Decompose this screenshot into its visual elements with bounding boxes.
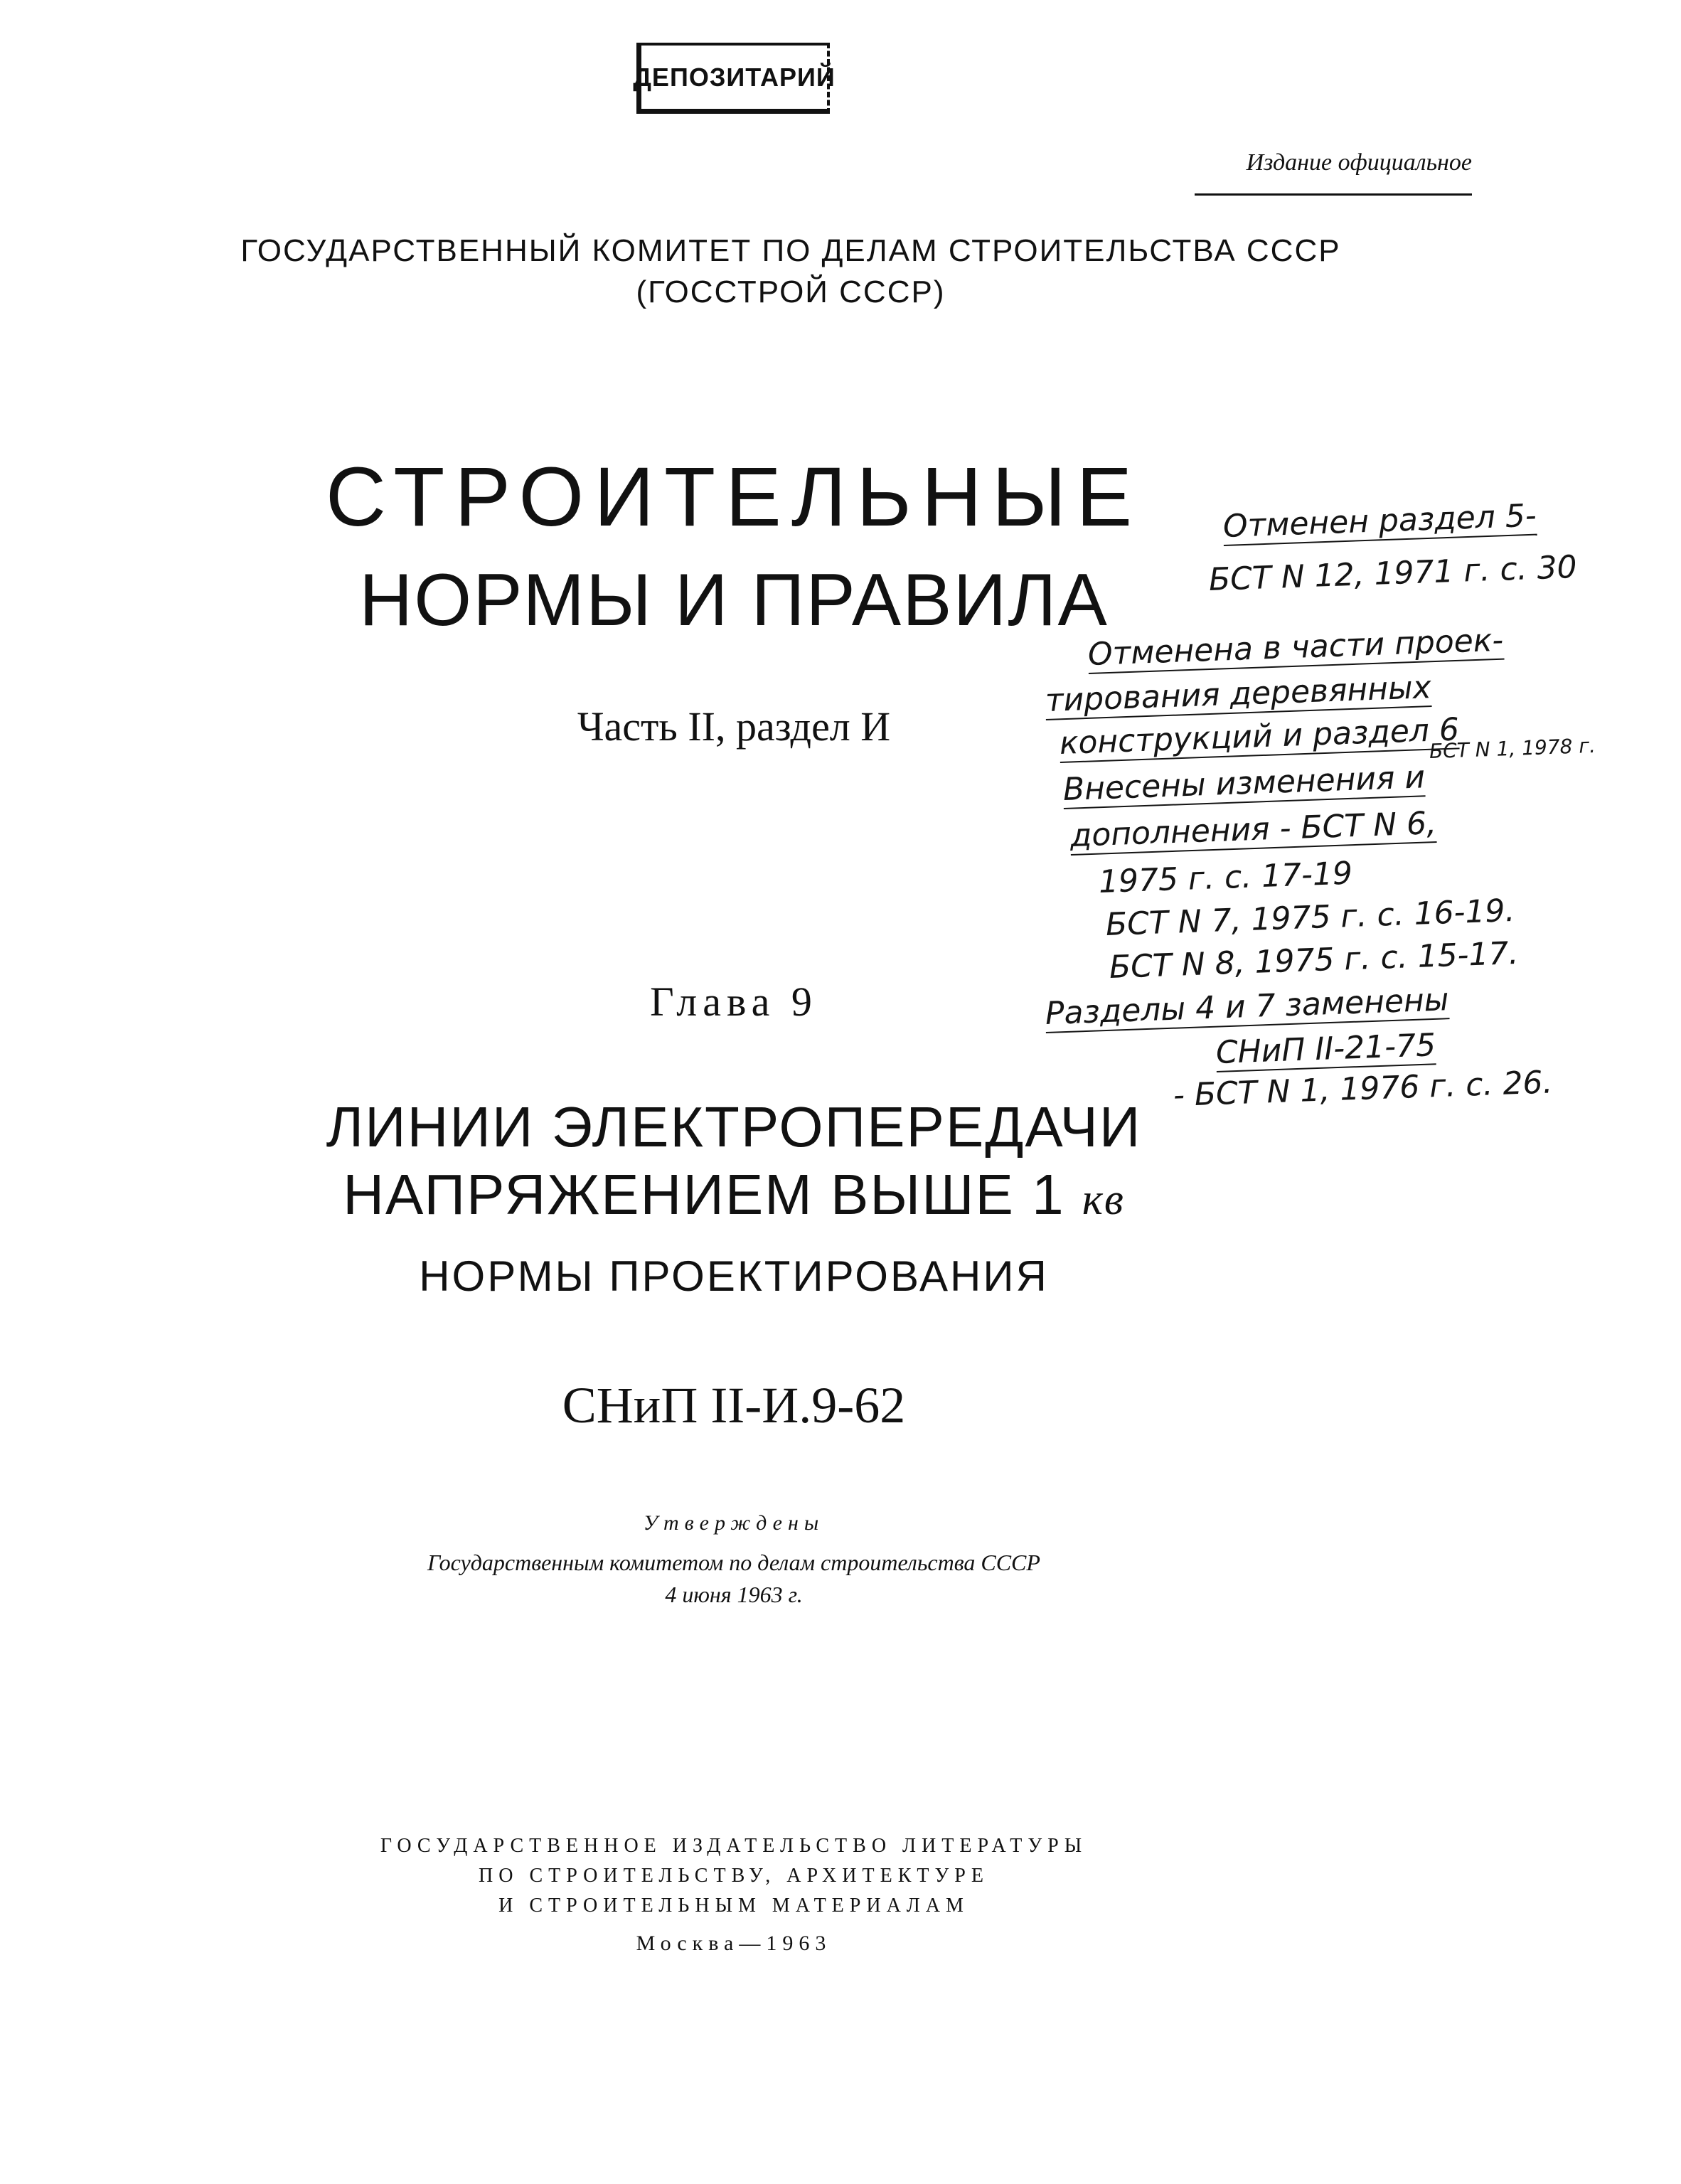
title-line-2: НОРМЫ И ПРАВИЛА [359,559,1109,641]
subject-line-1: ЛИНИИ ЭЛЕКТРОПЕРЕДАЧИ [326,1095,1142,1158]
subject-line-2-text: НАПРЯЖЕНИЕМ ВЫШЕ 1 [343,1163,1065,1226]
committee-name: ГОСУДАРСТВЕННЫЙ КОМИТЕТ ПО ДЕЛАМ СТРОИТЕЛЬСТВА СССР [240,233,1341,268]
publisher-line-2: ПО СТРОИТЕЛЬСТВУ, АРХИТЕКТУРЕ [479,1865,989,1887]
document-code: СНиП II-И.9-62 [562,1377,906,1434]
subject-line-2 [0,1163,1574,1226]
handwritten-note: - БСТ N 1, 1976 г. с. 26. [1173,1064,1554,1114]
approval-heading: Утверждены [643,1511,825,1535]
depository-stamp [633,43,836,114]
handwritten-note: Отменен раздел 5- [1222,497,1537,545]
handwritten-note: тирования деревянных [1045,669,1432,719]
chapter-number: Глава 9 [650,979,818,1025]
handwritten-note: БСТ N 7, 1975 г. с. 16-19. [1105,892,1516,943]
handwritten-note: Отменена в части проек- [1087,622,1505,673]
handwritten-note: 1975 г. с. 17-19 [1098,855,1353,900]
handwritten-note: БСТ N 1, 1978 г. [1429,733,1596,763]
publisher-city-year: Москва—1963 [636,1932,832,1955]
stamp-text: ДЕПОЗИТАРИЙ [633,62,836,92]
handwritten-note: дополнения - БСТ N 6, [1069,805,1437,854]
title-line-1: СТРОИТЕЛЬНЫЕ [325,450,1143,544]
approval-date: 4 июня 1963 г. [665,1582,803,1607]
publisher-line-3: И СТРОИТЕЛЬНЫМ МАТЕРИАЛАМ [498,1895,969,1917]
handwritten-note: СНиП II-21-75 [1215,1027,1436,1071]
voltage-unit: кв [1082,1176,1125,1224]
handwritten-note: БСТ N 12, 1971 г. с. 30 [1208,548,1578,598]
handwritten-note: конструкций и раздел 6 [1059,711,1460,762]
edition-note: Издание официальное [1246,149,1472,176]
publisher-line-1: ГОСУДАРСТВЕННОЕ ИЗДАТЕЛЬСТВО ЛИТЕРАТУРЫ [380,1835,1088,1857]
handwritten-note: Разделы 4 и 7 заменены [1045,981,1450,1032]
edition-rule [1195,193,1472,196]
approval-body: Государственным комитетом по делам строительства СССР [427,1550,1040,1575]
subject-line-3: НОРМЫ ПРОЕКТИРОВАНИЯ [419,1252,1049,1300]
handwritten-note: БСТ N 8, 1975 г. с. 15-17. [1109,934,1520,986]
part-section: Часть II, раздел И [577,703,891,750]
handwritten-note: Внесены изменения и [1062,759,1426,808]
committee-abbr: (ГОССТРОЙ СССР) [636,275,946,309]
